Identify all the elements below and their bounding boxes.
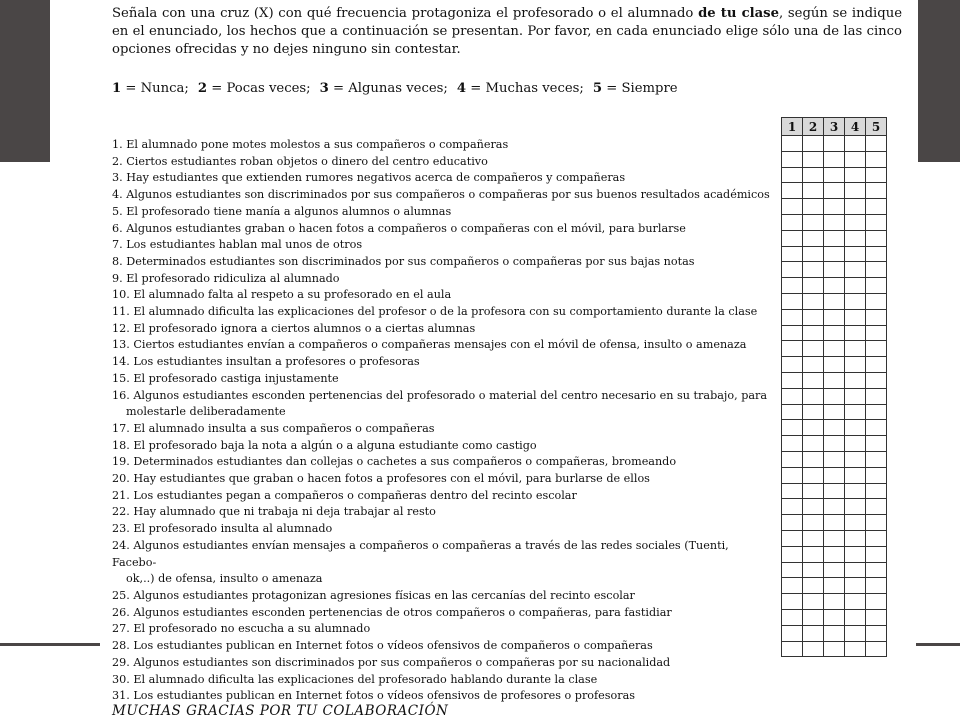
grid-answer-row	[782, 562, 887, 578]
instructions-paragraph	[112, 5, 902, 59]
grid-answer-row	[782, 530, 887, 546]
answer-cell[interactable]	[803, 357, 824, 373]
answer-cell[interactable]	[782, 388, 803, 404]
scale-label: = Algunas veces;	[328, 81, 448, 96]
instructions-text-end: , según se indique en el enunciado, los hechos que a continuación se presentan. Por favor, en cada enunciado elige sólo una de las cinco opciones ofrecidas y no dejes ninguno sin contestar.	[112, 6, 903, 57]
answer-cell[interactable]	[803, 183, 824, 199]
answer-cell[interactable]	[824, 388, 845, 404]
answer-cell[interactable]	[845, 293, 866, 309]
questionnaire-page	[100, 0, 916, 720]
answer-cell[interactable]	[824, 546, 845, 562]
answer-cell[interactable]	[824, 420, 845, 436]
answer-cell[interactable]	[803, 230, 824, 246]
left-decor-block	[0, 0, 50, 162]
answer-cell[interactable]	[824, 404, 845, 420]
answer-cell[interactable]	[824, 625, 845, 641]
answer-cell[interactable]	[824, 357, 845, 373]
answer-cell[interactable]	[845, 530, 866, 546]
answer-cell[interactable]	[866, 530, 887, 546]
grid-answer-row	[782, 436, 887, 452]
answer-cell[interactable]	[845, 183, 866, 199]
answer-cell[interactable]	[803, 420, 824, 436]
answer-cell[interactable]	[782, 262, 803, 278]
answer-cell[interactable]	[824, 262, 845, 278]
grid-answer-row	[782, 578, 887, 594]
answer-cell[interactable]	[782, 578, 803, 594]
scale-label: = Nunca;	[121, 81, 189, 96]
answer-cell[interactable]	[845, 230, 866, 246]
answer-cell[interactable]	[845, 404, 866, 420]
grid-answer-row	[782, 625, 887, 641]
answer-cell[interactable]	[866, 499, 887, 515]
questionnaire-item: 27. El profesorado no escucha a su alumnado	[112, 622, 371, 636]
answer-cell[interactable]	[782, 594, 803, 610]
instructions-emphasis: de tu clase	[698, 6, 779, 21]
answer-cell[interactable]	[824, 246, 845, 262]
grid-answer-row	[782, 199, 887, 215]
grid-answer-row	[782, 293, 887, 309]
grid-answer-row	[782, 594, 887, 610]
answer-cell[interactable]	[782, 451, 803, 467]
questionnaire-item: 9. El profesorado ridiculiza al alumnado	[112, 271, 340, 285]
answer-cell[interactable]	[845, 309, 866, 325]
grid-answer-row	[782, 388, 887, 404]
questionnaire-item: 4. Algunos estudiantes son discriminados por sus compañeros o compañeras por sus buenos resultados académicos	[112, 188, 770, 202]
grid-answer-row	[782, 483, 887, 499]
questionnaire-item: 5. El profesorado tiene manía a algunos alumnos o alumnas	[112, 204, 452, 218]
questionnaire-item: 7. Los estudiantes hablan mal unos de otros	[112, 238, 363, 252]
answer-cell[interactable]	[803, 388, 824, 404]
answer-cell[interactable]	[782, 404, 803, 420]
answer-cell[interactable]	[845, 262, 866, 278]
answer-cell[interactable]	[803, 436, 824, 452]
answer-cell[interactable]	[803, 278, 824, 294]
answer-cell[interactable]	[824, 167, 845, 183]
answer-cell[interactable]	[803, 372, 824, 388]
answer-cell[interactable]	[824, 309, 845, 325]
answer-cell[interactable]	[803, 594, 824, 610]
answer-cell[interactable]	[845, 467, 866, 483]
grid-answer-row	[782, 167, 887, 183]
questionnaire-item: 14. Los estudiantes insultan a profesores o profesoras	[112, 355, 420, 369]
answer-cell[interactable]	[803, 136, 824, 152]
answer-cell[interactable]	[782, 530, 803, 546]
answer-cell[interactable]	[803, 578, 824, 594]
answer-cell[interactable]	[803, 609, 824, 625]
answer-cell[interactable]	[824, 515, 845, 531]
answer-cell[interactable]	[782, 420, 803, 436]
answer-cell[interactable]	[866, 483, 887, 499]
scale-entry	[593, 81, 678, 96]
answer-cell[interactable]	[845, 641, 866, 657]
grid-answer-row	[782, 404, 887, 420]
grid-column-header: 2	[803, 118, 824, 136]
right-decor-block	[918, 0, 960, 162]
answer-cell[interactable]	[845, 483, 866, 499]
grid-answer-row	[782, 357, 887, 373]
scale-label: = Siempre	[602, 81, 678, 96]
grid-answer-row	[782, 136, 887, 152]
questionnaire-item: 19. Determinados estudiantes dan collejas o cachetes a sus compañeros o compañeras, bromeando	[112, 455, 677, 469]
scale-number: 2	[197, 81, 208, 96]
answer-cell[interactable]	[782, 609, 803, 625]
questionnaire-item: 24. Algunos estudiantes envían mensajes a compañeros o compañeras a través de las redes sociales (Tuenti, Facebo-	[112, 538, 729, 569]
grid-answer-row	[782, 641, 887, 657]
answer-cell[interactable]	[866, 372, 887, 388]
answer-cell[interactable]	[845, 214, 866, 230]
answer-cell[interactable]	[824, 641, 845, 657]
answer-cell[interactable]	[803, 530, 824, 546]
right-decor-rule	[916, 643, 960, 646]
answer-cell[interactable]	[824, 436, 845, 452]
questionnaire-item: 1. El alumnado pone motes molestos a sus compañeros o compañeras	[112, 138, 509, 151]
answer-cell[interactable]	[782, 246, 803, 262]
scale-number: 1	[112, 81, 122, 96]
scale-entry	[198, 81, 311, 96]
answer-cell[interactable]	[845, 199, 866, 215]
answer-cell[interactable]	[866, 609, 887, 625]
answer-cell[interactable]	[803, 625, 824, 641]
answer-cell[interactable]	[824, 183, 845, 199]
answer-cell[interactable]	[803, 562, 824, 578]
answer-cell[interactable]	[803, 199, 824, 215]
questionnaire-item: 20. Hay estudiantes que graban o hacen fotos a profesores con el móvil, para burlarse de ellos	[112, 472, 650, 486]
answer-cell[interactable]	[824, 341, 845, 357]
answer-cell[interactable]	[845, 325, 866, 341]
grid-answer-row	[782, 515, 887, 531]
answer-cell[interactable]	[845, 609, 866, 625]
questionnaire-item: 13. Ciertos estudiantes envían a compañeros o compañeras mensajes con el móvil de ofensa, insulto o amenaza	[112, 338, 747, 352]
answer-cell[interactable]	[866, 404, 887, 420]
grid-answer-row	[782, 230, 887, 246]
answer-cell[interactable]	[782, 293, 803, 309]
answer-cell[interactable]	[845, 499, 866, 515]
questionnaire-item: 8. Determinados estudiantes son discriminados por sus compañeros o compañeras por sus bajas notas	[112, 254, 695, 268]
answer-cell[interactable]	[866, 562, 887, 578]
answer-cell[interactable]	[782, 357, 803, 373]
grid-column-header: 1	[782, 118, 803, 136]
answer-cell[interactable]	[803, 467, 824, 483]
thanks-note: MUCHAS GRACIAS POR TU COLABORACIÓN	[112, 703, 449, 719]
grid-answer-row	[782, 546, 887, 562]
answer-cell[interactable]	[845, 436, 866, 452]
questionnaire-item: 26. Algunos estudiantes esconden pertenencias de otros compañeros o compañeras, para fastidiar	[112, 605, 672, 619]
answer-cell[interactable]	[866, 183, 887, 199]
answer-cell[interactable]	[866, 420, 887, 436]
scale-entry	[457, 81, 584, 96]
answer-cell[interactable]	[782, 325, 803, 341]
answer-cell[interactable]	[845, 136, 866, 152]
answer-cell[interactable]	[866, 167, 887, 183]
answer-cell[interactable]	[866, 214, 887, 230]
answer-cell[interactable]	[866, 546, 887, 562]
grid-column-header: 3	[824, 118, 845, 136]
answer-cell[interactable]	[782, 341, 803, 357]
answer-cell[interactable]	[782, 562, 803, 578]
answer-cell[interactable]	[782, 151, 803, 167]
grid-answer-row	[782, 278, 887, 294]
answer-cell[interactable]	[845, 451, 866, 467]
questionnaire-item: 25. Algunos estudiantes protagonizan agresiones físicas en las cercanías del recinto escolar	[112, 588, 635, 602]
answer-cell[interactable]	[803, 309, 824, 325]
questionnaire-item: 6. Algunos estudiantes graban o hacen fotos a compañeros o compañeras con el móvil, para burlarse	[112, 221, 686, 235]
answer-cell[interactable]	[824, 578, 845, 594]
answer-cell[interactable]	[866, 151, 887, 167]
answer-cell[interactable]	[824, 499, 845, 515]
answer-cell[interactable]	[866, 325, 887, 341]
answer-cell[interactable]	[824, 293, 845, 309]
answer-cell[interactable]	[866, 341, 887, 357]
questionnaire-item: 29. Algunos estudiantes son discriminados por sus compañeros o compañeras por su nacionalidad	[112, 655, 671, 669]
questionnaire-item: 15. El profesorado castiga injustamente	[112, 371, 339, 385]
left-decor-rule	[0, 643, 100, 646]
questionnaire-item: ok,..) de ofensa, insulto o amenaza	[126, 572, 323, 586]
answer-cell[interactable]	[824, 214, 845, 230]
grid-answer-row	[782, 609, 887, 625]
answer-cell[interactable]	[866, 451, 887, 467]
answer-cell[interactable]	[803, 515, 824, 531]
answer-cell[interactable]	[845, 341, 866, 357]
scale-number: 5	[592, 81, 603, 96]
grid-column-header: 5	[866, 118, 887, 136]
instructions-text-start: Señala con una cruz (X) con qué frecuencia protagoniza el profesorado o el alumnado	[112, 6, 699, 21]
questionnaire-item: 31. Los estudiantes publican en Internet fotos o vídeos ofensivos de profesores o profesoras	[112, 689, 636, 703]
answer-cell[interactable]	[803, 341, 824, 357]
answer-cell[interactable]	[866, 230, 887, 246]
answer-cell[interactable]	[782, 546, 803, 562]
grid-header-row	[782, 118, 887, 136]
answer-cell[interactable]	[824, 562, 845, 578]
grid-answer-row	[782, 451, 887, 467]
answer-cell[interactable]	[845, 246, 866, 262]
answer-cell[interactable]	[782, 625, 803, 641]
answer-cell[interactable]	[782, 230, 803, 246]
grid-answer-row	[782, 151, 887, 167]
questionnaire-item: molestarle deliberadamente	[126, 405, 286, 419]
answer-grid	[781, 117, 887, 657]
answer-cell[interactable]	[824, 594, 845, 610]
questionnaire-item: 18. El profesorado baja la nota a algún o a alguna estudiante como castigo	[112, 438, 537, 452]
answer-cell[interactable]	[866, 641, 887, 657]
answer-cell[interactable]	[866, 262, 887, 278]
answer-cell[interactable]	[782, 167, 803, 183]
answer-cell[interactable]	[782, 467, 803, 483]
questionnaire-item: 17. El alumnado insulta a sus compañeros o compañeras	[112, 421, 435, 435]
answer-cell[interactable]	[803, 214, 824, 230]
answer-cell[interactable]	[782, 483, 803, 499]
answer-cell[interactable]	[845, 388, 866, 404]
answer-cell[interactable]	[866, 388, 887, 404]
answer-cell[interactable]	[845, 167, 866, 183]
grid-answer-row	[782, 420, 887, 436]
answer-cell[interactable]	[782, 136, 803, 152]
answer-cell[interactable]	[866, 625, 887, 641]
answer-cell[interactable]	[803, 499, 824, 515]
answer-cell[interactable]	[782, 641, 803, 657]
answer-cell[interactable]	[824, 325, 845, 341]
answer-cell[interactable]	[845, 515, 866, 531]
answer-cell[interactable]	[803, 546, 824, 562]
grid-answer-row	[782, 183, 887, 199]
answer-cell[interactable]	[803, 246, 824, 262]
answer-cell[interactable]	[782, 309, 803, 325]
answer-cell[interactable]	[866, 293, 887, 309]
answer-cell[interactable]	[866, 436, 887, 452]
questionnaire-item: 16. Algunos estudiantes esconden pertenencias del profesorado o material del centro necesario en su trabajo, para	[112, 388, 768, 402]
questionnaire-item: 10. El alumnado falta al respeto a su profesorado en el aula	[112, 288, 452, 302]
answer-cell[interactable]	[845, 420, 866, 436]
answer-cell[interactable]	[866, 278, 887, 294]
answer-cell[interactable]	[824, 372, 845, 388]
questionnaire-item: 28. Los estudiantes publican en Internet fotos o vídeos ofensivos de compañeros o compañeras	[112, 639, 653, 653]
answer-cell[interactable]	[866, 309, 887, 325]
grid-answer-row	[782, 246, 887, 262]
grid-answer-row	[782, 467, 887, 483]
answer-cell[interactable]	[803, 167, 824, 183]
scale-entry	[112, 81, 189, 96]
answer-cell[interactable]	[782, 499, 803, 515]
answer-cell[interactable]	[824, 483, 845, 499]
answer-cell[interactable]	[824, 451, 845, 467]
scale-number: 3	[319, 81, 329, 96]
scale-label: = Muchas veces;	[466, 81, 584, 96]
grid-answer-row	[782, 325, 887, 341]
answer-cell[interactable]	[824, 199, 845, 215]
questionnaire-item: 30. El alumnado dificulta las explicaciones del profesorado hablando durante la clase	[112, 672, 598, 686]
answer-cell[interactable]	[824, 530, 845, 546]
answer-cell[interactable]	[866, 199, 887, 215]
questionnaire-item: 23. El profesorado insulta al alumnado	[112, 522, 333, 536]
questionnaire-item: 12. El profesorado ignora a ciertos alumnos o a ciertas alumnas	[112, 321, 476, 335]
answer-cell[interactable]	[845, 594, 866, 610]
answer-cell[interactable]	[824, 609, 845, 625]
answer-cell[interactable]	[866, 515, 887, 531]
answer-cell[interactable]	[866, 246, 887, 262]
answer-cell[interactable]	[845, 562, 866, 578]
answer-cell[interactable]	[824, 278, 845, 294]
answer-cell[interactable]	[866, 594, 887, 610]
scale-label: = Pocas veces;	[207, 81, 311, 96]
answer-cell[interactable]	[803, 404, 824, 420]
questionnaire-item: 11. El alumnado dificulta las explicaciones del profesor o de la profesora con su comportamiento durante la clase	[112, 305, 758, 319]
answer-cell[interactable]	[803, 151, 824, 167]
answer-cell[interactable]	[782, 372, 803, 388]
answer-cell[interactable]	[782, 515, 803, 531]
answer-cell[interactable]	[866, 467, 887, 483]
grid-answer-row	[782, 214, 887, 230]
grid-answer-row	[782, 341, 887, 357]
answer-cell[interactable]	[782, 199, 803, 215]
answer-cell[interactable]	[866, 578, 887, 594]
answer-cell[interactable]	[782, 183, 803, 199]
answer-cell[interactable]	[845, 357, 866, 373]
grid-column-header: 4	[845, 118, 866, 136]
grid-answer-row	[782, 372, 887, 388]
answer-cell[interactable]	[824, 230, 845, 246]
answer-cell[interactable]	[803, 325, 824, 341]
answer-cell[interactable]	[845, 372, 866, 388]
answer-cell[interactable]	[803, 483, 824, 499]
answer-cell[interactable]	[803, 641, 824, 657]
grid-answer-row	[782, 499, 887, 515]
answer-cell[interactable]	[845, 625, 866, 641]
scale-entry	[320, 81, 448, 96]
questionnaire-item: 2. Ciertos estudiantes roban objetos o dinero del centro educativo	[112, 154, 488, 168]
answer-cell[interactable]	[866, 357, 887, 373]
answer-cell[interactable]	[782, 278, 803, 294]
questionnaire-item: 3. Hay estudiantes que extienden rumores negativos acerca de compañeros y compañeras	[112, 171, 626, 185]
rating-scale-legend	[112, 80, 678, 98]
grid-answer-row	[782, 262, 887, 278]
answer-cell[interactable]	[824, 136, 845, 152]
scale-number: 4	[456, 81, 467, 96]
answer-cell[interactable]	[845, 578, 866, 594]
questionnaire-items	[112, 137, 776, 705]
questionnaire-item: 22. Hay alumnado que ni trabaja ni deja trabajar al resto	[112, 505, 436, 519]
answer-cell[interactable]	[782, 214, 803, 230]
questionnaire-item: 21. Los estudiantes pegan a compañeros o compañeras dentro del recinto escolar	[112, 488, 577, 502]
answer-cell[interactable]	[782, 436, 803, 452]
answer-cell[interactable]	[803, 293, 824, 309]
grid-answer-row	[782, 309, 887, 325]
answer-cell[interactable]	[845, 278, 866, 294]
answer-cell[interactable]	[824, 467, 845, 483]
answer-cell[interactable]	[845, 546, 866, 562]
answer-cell[interactable]	[845, 151, 866, 167]
answer-cell[interactable]	[803, 262, 824, 278]
answer-cell[interactable]	[824, 151, 845, 167]
answer-cell[interactable]	[866, 136, 887, 152]
answer-cell[interactable]	[803, 451, 824, 467]
